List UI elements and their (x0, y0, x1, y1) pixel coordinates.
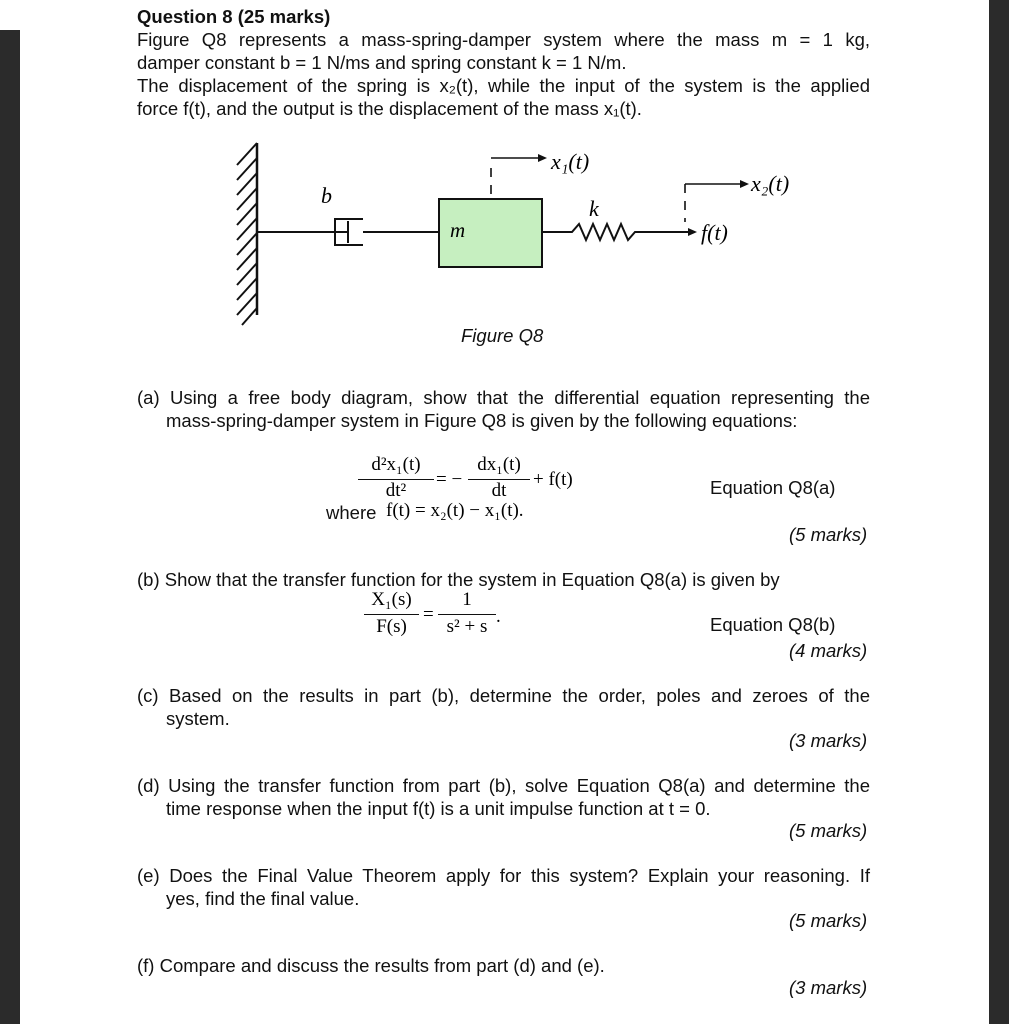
figure-caption: Figure Q8 (461, 325, 544, 346)
x1-arrowhead (538, 154, 547, 162)
eq-b-rhs-numerator: 1 (462, 589, 472, 610)
intro-line-4: force f(t), and the output is the displacement of the mass x₁(t). (137, 98, 642, 119)
force-arrowhead (688, 228, 697, 236)
eq-a-rhs-numerator: dx₁(t) (477, 454, 521, 475)
eq-a-where-expression: f(t) = x₂(t) − x₁(t). (386, 500, 524, 521)
eq-b-lhs-numerator: X₁(s) (371, 589, 412, 610)
eq-a-equals: = − (436, 469, 463, 490)
part-a-line-1: (a) Using a free body diagram, show that the differential equation representing the (137, 387, 870, 408)
part-a-line-2: mass-spring-damper system in Figure Q8 is given by the following equations: (166, 410, 798, 431)
input-arrows (640, 160, 750, 260)
part-d-marks: (5 marks) (789, 820, 868, 841)
eq-a-lhs-denominator: dt² (385, 480, 407, 501)
question-title: Question 8 (25 marks) (137, 6, 331, 27)
part-a-marks: (5 marks) (789, 524, 868, 545)
eq-a-rhs-denominator: dt (491, 480, 507, 501)
spring (542, 224, 640, 240)
force-label: f(t) (701, 220, 728, 245)
eq-b-rhs-fraction (438, 589, 496, 637)
eq-b-rhs-denominator: s² + s (446, 616, 488, 637)
part-f-marks: (3 marks) (789, 977, 868, 998)
eq-b-lhs-fraction (364, 589, 419, 637)
part-e-marks: (5 marks) (789, 910, 868, 931)
part-b-line-1: (b) Show that the transfer function for the system in Equation Q8(a) is given by (137, 569, 780, 590)
eq-b-lhs-denominator: F(s) (376, 616, 407, 637)
eq-a-plus-force: + f(t) (533, 469, 573, 490)
spring-label: k (589, 196, 599, 221)
x2-arrowhead (740, 180, 749, 188)
eq-a-rhs-fraction (468, 454, 530, 501)
x1-label: x₁(t) (551, 149, 590, 174)
part-d-line-1: (d) Using the transfer function from part (b), solve Equation Q8(a) and determine the (137, 775, 870, 796)
x2-label: x₂(t) (751, 171, 790, 196)
intro-line-1: Figure Q8 represents a mass-spring-damper system where the mass m = 1 kg, (137, 29, 870, 50)
part-b-marks: (4 marks) (789, 640, 868, 661)
eq-a-lhs-fraction (358, 454, 434, 501)
damper-label: b (321, 183, 332, 208)
eq-b-period: . (496, 606, 501, 627)
part-d-line-2: time response when the input f(t) is a unit impulse function at t = 0. (166, 798, 711, 819)
eq-a-lhs-numerator: d²x₁(t) (371, 454, 421, 475)
eq-a-where: where (326, 502, 377, 523)
eq-b-label: Equation Q8(b) (710, 614, 836, 635)
part-e-line-1: (e) Does the Final Value Theorem apply for this system? Explain your reasoning. If (137, 865, 870, 886)
document-page (20, 0, 989, 1024)
part-c-line-2: system. (166, 708, 230, 729)
part-c-line-1: (c) Based on the results in part (b), determine the order, poles and zeroes of the (137, 685, 870, 706)
intro-line-2: damper constant b = 1 N/ms and spring constant k = 1 N/m. (137, 52, 627, 73)
intro-line-3: The displacement of the spring is x₂(t), while the input of the system is the applied (137, 75, 870, 96)
eq-a-label: Equation Q8(a) (710, 477, 836, 498)
mass-label: m (450, 218, 466, 242)
part-f-line-1: (f) Compare and discuss the results from part (d) and (e). (137, 955, 605, 976)
part-e-line-2: yes, find the final value. (166, 888, 360, 909)
eq-b-equals: = (423, 604, 434, 625)
damper (257, 219, 439, 245)
wall-hatching (237, 143, 257, 325)
part-c-marks: (3 marks) (789, 730, 868, 751)
